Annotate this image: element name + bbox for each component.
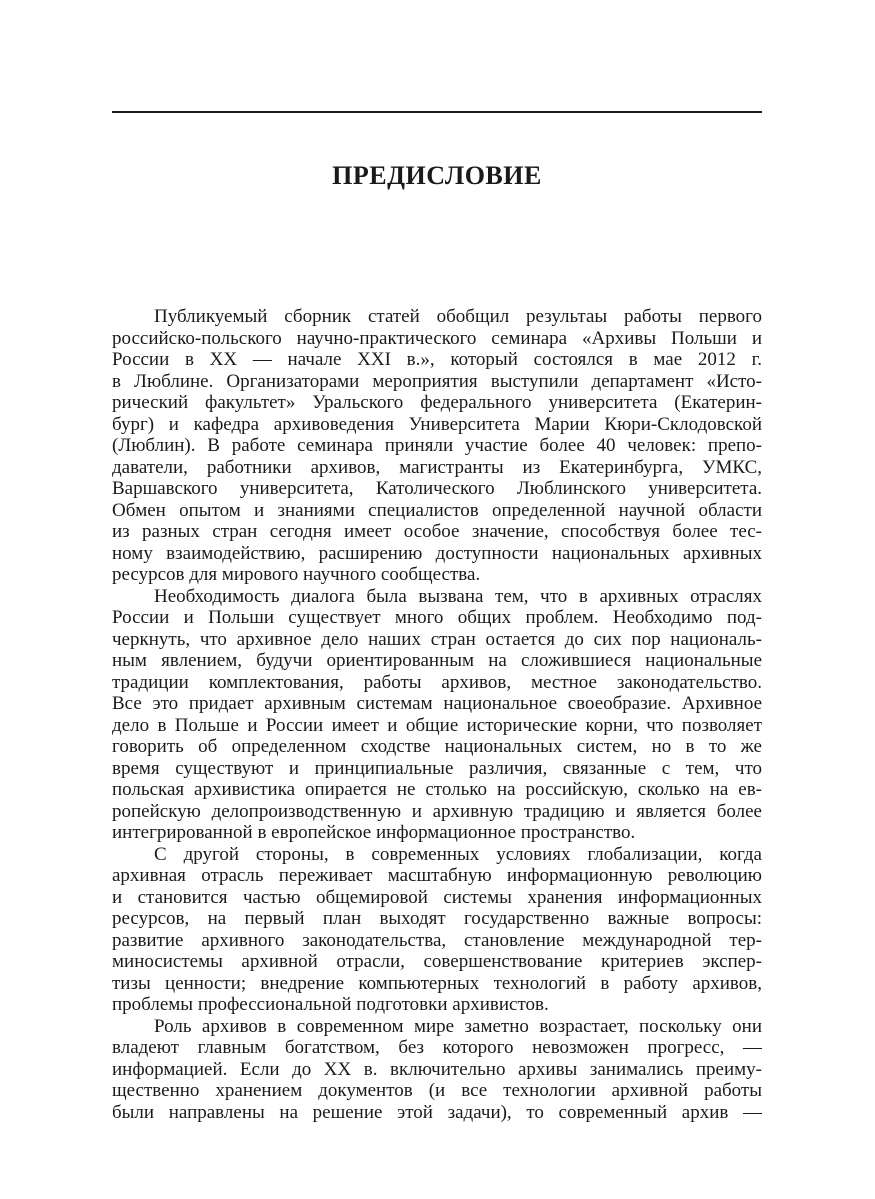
text-line: Необходимость диалога была вызвана тем, что в архивных отраслях <box>154 585 762 607</box>
paragraph <box>112 1016 762 1124</box>
text-line: России в XX — начале XXI в.», который состоялся в мае 2012 г. <box>112 349 762 370</box>
text-line: информацией. Если до XX в. включительно архивы занимались преиму- <box>112 1058 762 1080</box>
text-line: щественно хранением документов (и все технологии архивной работы <box>112 1080 762 1101</box>
text-line: владеют главным богатством, без которого невозможен прогресс, — <box>112 1037 762 1058</box>
text-line: Обмен опытом и знаниями специалистов определенной научной области <box>112 499 762 521</box>
text-line: рический факультет» Уральского федерального университета (Екатерин- <box>112 392 762 413</box>
text-line: ному взаимодействию, расширению доступности национальных архивных <box>112 542 762 564</box>
body-text <box>112 306 762 1123</box>
text-line: и становится частью общемировой системы хранения информационных <box>112 886 762 908</box>
text-line: говорить об определенном сходстве национальных систем, но в то же <box>112 736 762 757</box>
text-line: были направлены на решение этой задачи), то современный архив — <box>112 1101 762 1123</box>
text-line: архивная отрасль переживает масштабную информационную революцию <box>112 865 762 886</box>
text-line: Роль архивов в современном мире заметно возрастает, поскольку они <box>154 1015 762 1037</box>
text-line: проблемы профессиональной подготовки архивистов. <box>112 994 549 1015</box>
paragraph <box>112 844 762 1016</box>
text-line: развитие архивного законодательства, становление международной тер- <box>112 929 762 951</box>
text-line: Все это придает архивным системам национальное своеобразие. Архивное <box>112 693 762 714</box>
text-line: ресурсов, на первый план выходят государственно важные вопросы: <box>112 908 762 929</box>
text-line: российско-польского научно-практического семинара «Архивы Польши и <box>112 327 762 349</box>
text-line: даватели, работники архивов, магистранты из Екатеринбурга, УМКС, <box>112 456 762 478</box>
text-line: С другой стороны, в современных условиях глобализации, когда <box>154 843 762 865</box>
text-line: в Люблине. Организаторами мероприятия выступили департамент «Исто- <box>112 370 762 392</box>
text-line: традиции комплектования, работы архивов, местное законодательство. <box>112 671 762 693</box>
text-line: ропейскую делопроизводственную и архивную традицию и является более <box>112 800 762 822</box>
text-line: миносистемы архивной отрасли, совершенствование критериев экспер- <box>112 951 762 972</box>
text-line: время существуют и принципиальные различия, связанные с тем, что <box>112 757 762 779</box>
text-line: (Люблин). В работе семинара приняли участие более 40 человек: препо- <box>112 435 762 456</box>
paragraph <box>112 306 762 586</box>
text-line: тизы ценности; внедрение компьютерных технологий в работу архивов, <box>112 972 762 994</box>
text-line: из разных стран сегодня имеет особое значение, способствуя более тес- <box>112 521 762 542</box>
text-line: ресурсов для мирового научного сообщества. <box>112 564 481 585</box>
text-line: ным явлением, будучи ориентированным на сложившиеся национальные <box>112 650 762 671</box>
text-line: Варшавского университета, Католического Люблинского университета. <box>112 478 762 499</box>
text-line: дело в Польше и России имеет и общие исторические корни, что позволяет <box>112 714 762 736</box>
text-line: России и Польши существует много общих проблем. Необходимо под- <box>112 607 762 628</box>
paragraph <box>112 586 762 844</box>
text-line: черкнуть, что архивное дело наших стран остается до сих пор националь- <box>112 628 762 650</box>
text-line: польская архивистика опирается не столько на российскую, сколько на ев- <box>112 779 762 800</box>
page-title: ПРЕДИСЛОВИЕ <box>332 161 542 190</box>
text-line: бург) и кафедра архивоведения Университета Марии Кюри-Склодовской <box>112 413 762 435</box>
text-line: интегрированной в европейское информационное пространство. <box>112 822 636 843</box>
text-line: Публикуемый сборник статей обобщил результаы работы первого <box>154 306 762 327</box>
top-rule <box>112 111 762 113</box>
